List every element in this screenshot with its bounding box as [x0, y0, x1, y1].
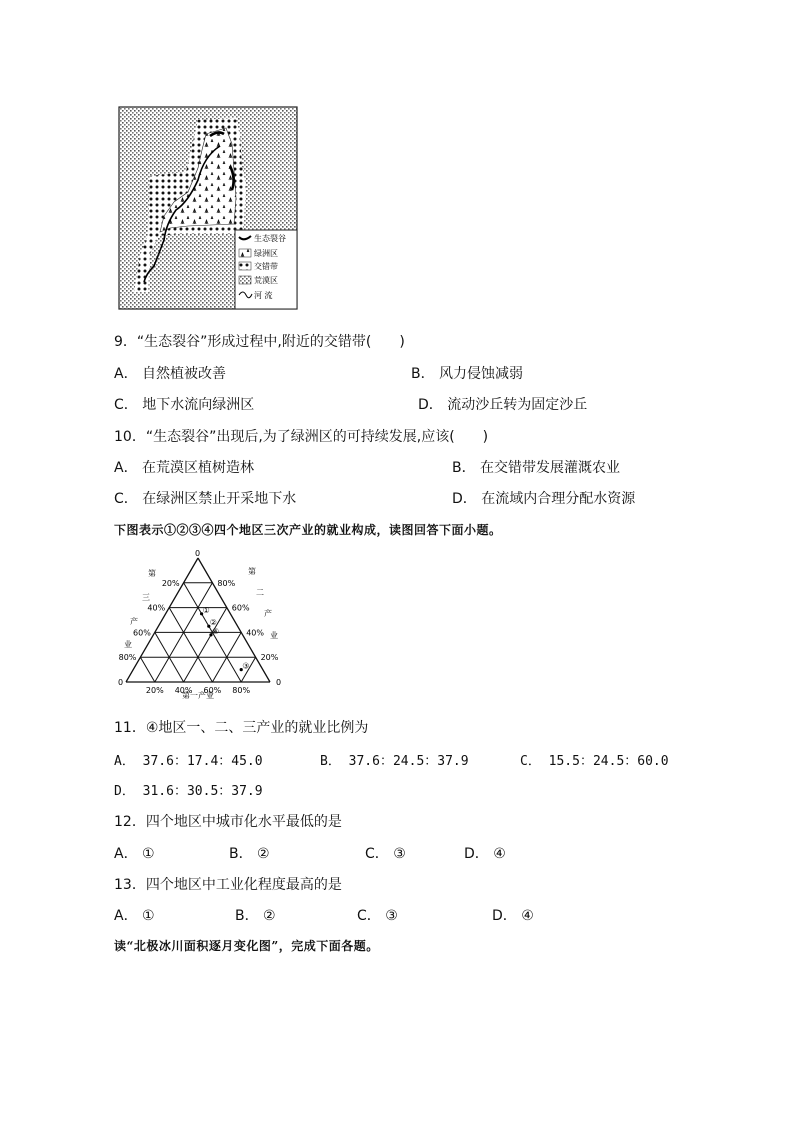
right-axis-label-char: 二	[256, 588, 264, 597]
left-axis-label-char: 产	[130, 617, 138, 626]
left-axis-label-char: 业	[124, 640, 132, 649]
left-tick-label: 40%	[147, 603, 166, 613]
q12-option-b[interactable]: B． ②	[229, 846, 270, 862]
q10-option-c[interactable]: C． 在绿洲区禁止开采地下水	[114, 491, 297, 507]
legend-label-ecotone: 交错带	[254, 262, 278, 271]
q12-option-c[interactable]: C． ③	[365, 846, 406, 862]
grid-line-left-slant	[140, 657, 154, 682]
bottom-tick-label: 40%	[174, 686, 193, 695]
bottom-tick-label: 20%	[145, 686, 164, 695]
zero-label-left: 0	[118, 678, 124, 687]
data-point-label: ③	[242, 661, 250, 671]
bottom-tick-label: 80%	[232, 686, 251, 695]
right-tick-label: 40%	[246, 628, 264, 638]
data-point-label: ④	[211, 626, 220, 636]
left-tick-label: 20%	[161, 578, 180, 588]
right-tick-label: 20%	[260, 653, 279, 663]
q13-option-d[interactable]: D． ④	[492, 908, 534, 924]
data-point-label: ②	[209, 618, 217, 628]
grid-line-right-slant	[184, 605, 227, 682]
bottom-tick-label: 60%	[203, 686, 222, 695]
left-axis-label-char: 三	[142, 593, 150, 602]
oasis-map-figure	[118, 106, 298, 310]
q11-option-b[interactable]: B． 37.6：24.5：37.9	[320, 754, 469, 769]
data-point-label: ①	[202, 605, 210, 615]
legend-label-desert: 荒漠区	[254, 276, 278, 285]
grid-line-left-slant	[169, 605, 212, 682]
left-axis-label-char: 第	[148, 569, 156, 578]
q10-option-b[interactable]: B． 在交错带发展灌溉农业	[452, 460, 621, 476]
q10-option-d[interactable]: D． 在流域内合理分配水资源	[452, 491, 636, 507]
ternary-diagram	[116, 548, 296, 700]
bottom-axis-label: 第一产业	[182, 691, 214, 700]
q12-option-d[interactable]: D． ④	[464, 846, 506, 862]
right-axis-label-char: 产	[264, 609, 272, 618]
q11-option-c[interactable]: C． 15.5：24.5：60.0	[520, 754, 669, 769]
legend-label-oasis: 绿洲区	[254, 249, 278, 258]
q11-option-a[interactable]: A． 37.6：17.4：45.0	[114, 754, 263, 769]
legend-label-rift: 生态裂谷	[254, 234, 286, 243]
q13-option-c[interactable]: C． ③	[357, 908, 398, 924]
q12-option-a[interactable]: A． ①	[114, 846, 155, 862]
zero-label-top: 0	[195, 549, 201, 558]
right-axis-label-char: 业	[270, 631, 278, 640]
left-tick-label: 60%	[133, 628, 151, 638]
triangle-right-edge	[198, 558, 270, 682]
q9-option-c[interactable]: C． 地下水流向绿洲区	[114, 397, 255, 413]
q10-option-a[interactable]: A． 在荒漠区植树造林	[114, 460, 255, 476]
q11-option-d[interactable]: D． 31.6：30.5：37.9	[114, 784, 263, 799]
q12-stem: 12．四个地区中城市化水平最低的是	[114, 814, 342, 830]
right-tick-label: 80%	[217, 578, 236, 588]
right-tick-label: 60%	[231, 603, 250, 613]
q13-stem: 13．四个地区中工业化程度最高的是	[114, 877, 342, 893]
q10-stem: 10．“生态裂谷”出现后,为了绿洲区的可持续发展,应该( )	[114, 429, 489, 445]
q9-option-d[interactable]: D． 流动沙丘转为固定沙丘	[418, 397, 588, 413]
intro-triangle: 下图表示①②③④四个地区三次产业的就业构成，读图回答下面小题。	[114, 523, 502, 537]
left-tick-label: 80%	[118, 653, 137, 663]
intro-arctic: 读“北极冰川面积逐月变化图”，完成下面各题。	[114, 939, 379, 953]
q9-option-b[interactable]: B． 风力侵蚀减弱	[411, 366, 524, 382]
q9-stem: 9．“生态裂谷”形成过程中,附近的交错带( )	[114, 334, 405, 350]
q13-option-b[interactable]: B． ②	[235, 908, 276, 924]
legend-label-river: 河 流	[254, 291, 273, 300]
zero-label-right: 0	[276, 678, 282, 687]
q11-stem: 11．④地区一、二、三产业的就业比例为	[114, 720, 369, 736]
q9-option-a[interactable]: A． 自然植被改善	[114, 366, 227, 382]
right-axis-label-char: 第	[248, 567, 256, 576]
q13-option-a[interactable]: A． ①	[114, 908, 155, 924]
